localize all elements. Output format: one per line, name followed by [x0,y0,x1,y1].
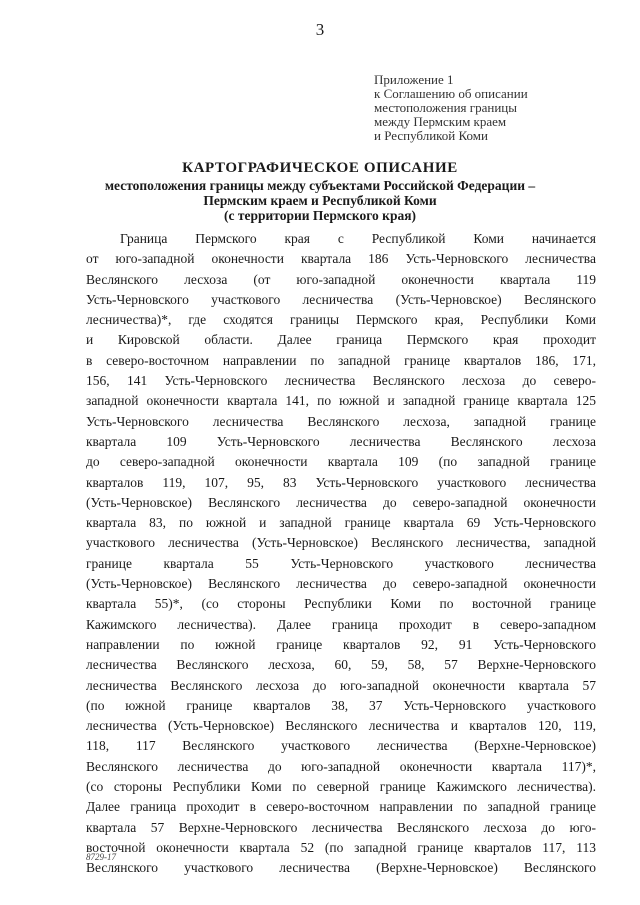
appendix-note [374,73,594,143]
body-line: лесничества Веслянского лесхоза до юго-западной оконечности квартала 57 [86,677,596,693]
subtitle-line: Пермским краем и Республикой Коми [203,193,437,208]
body-line: направлении по южной границе кварталов 92, 91 Усть-Черновского [86,636,596,652]
appendix-line: между Пермским краем [374,114,507,129]
body-line: от юго-западной оконечности квартала 186 Усть-Черновского лесничества [86,251,596,267]
body-paragraph [86,229,596,879]
appendix-line: к Соглашению об описании [374,86,528,101]
page-number: 3 [315,20,325,39]
body-line: Усть-Черновского участкового лесничества (Усть-Черновское) Веслянского [86,291,596,307]
body-line: Веслянского лесхоза (от юго-западной оконечности квартала 119 [86,271,596,287]
body-line: квартала 55)*, (со стороны Республики Коми по восточной границе [86,596,596,612]
body-line: лесничества (Усть-Черновское) Веслянского лесничества и кварталов 120, 119, [86,718,596,734]
body-line: лесничества Веслянского лесхоза, 60, 59, 58, 57 Верхне-Черновского [86,657,596,673]
body-line: Граница Пермского края с Республикой Коми начинается [120,231,596,246]
body-line: (по южной границе кварталов 38, 37 Усть-Черновского участкового [86,697,596,713]
appendix-line: Приложение 1 [374,72,454,87]
body-line: 156, 141 Усть-Черновского лесничества Веслянского лесхоза до северо- [86,373,596,389]
body-line: границе квартала 55 Усть-Черновского участкового лесничества [86,555,596,571]
body-line: (со стороны Республики Коми по северной границе Кажимского лесничества). [86,779,596,795]
body-line: участкового лесничества (Усть-Черновское) Веслянского лесничества, западной [86,535,596,551]
document-title: КАРТОГРАФИЧЕСКОЕ ОПИСАНИЕ [182,160,458,176]
body-line: квартала 109 Усть-Черновского лесничества Веслянского лесхоза [86,433,596,449]
body-line: Веслянского участкового лесничества (Верхне-Черновское) Веслянского [86,860,596,876]
body-line: до северо-западной оконечности квартала 109 (по западной границе [86,454,596,470]
body-line: квартала 57 Верхне-Черновского лесничества Веслянского лесхоза до юго- [86,819,596,835]
subtitle-line: местоположения границы между субъектами Российской Федерации – [104,178,536,193]
body-line: восточной оконечности квартала 52 (по западной границе кварталов 117, 113 [86,839,596,855]
subtitle-line: (с территории Пермского края) [223,208,416,223]
body-line: западной оконечности квартала 141, по южной и западной границе квартала 125 [86,393,596,409]
body-line: 118, 117 Веслянского участкового лесничества (Верхне-Черновское) [86,738,596,754]
appendix-line: и Республикой Коми [374,128,488,143]
appendix-line: местоположения границы [374,100,517,115]
document-code: 8729-17 [86,852,116,862]
body-line: лесничества)*, где сходятся границы Пермского края, Республики Коми [86,312,596,328]
document-subtitle [40,178,600,223]
body-line: квартала 83, по южной и западной границе квартала 69 Усть-Черновского [86,515,596,531]
body-line: (Усть-Черновское) Веслянского лесничества до северо-западной оконечности [86,576,596,592]
body-line: Далее граница проходит в северо-восточном направлении по западной границе [86,799,596,815]
body-line: и Кировской области. Далее граница Пермского края проходит [86,332,596,348]
body-line: кварталов 119, 107, 95, 83 Усть-Черновского участкового лесничества [86,474,596,490]
document-heading [40,158,600,223]
body-line: Усть-Черновского лесничества Веслянского лесхоза, западной границе [86,413,596,429]
body-line: в северо-восточном направлении по западной границе кварталов 186, 171, [86,352,596,368]
body-line: Кажимского лесничества). Далее граница проходит в северо-западном [86,616,596,632]
body-line: Веслянского лесничества до юго-западной оконечности квартала 117)*, [86,758,596,774]
body-line: (Усть-Черновское) Веслянского лесничества до северо-западной оконечности [86,494,596,510]
